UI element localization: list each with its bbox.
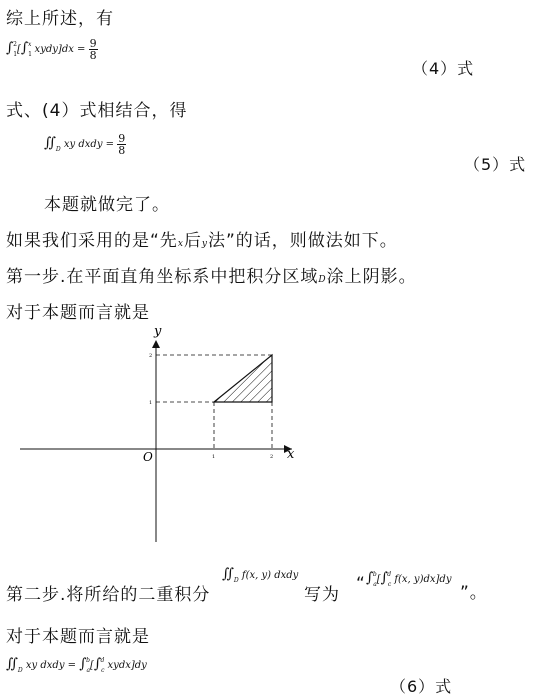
eq5-numerator: 9 — [118, 132, 126, 145]
equation-6: $∬_D$ xy dxdy = $\int_a^b[\int_c^d$ xydx]dy — [6, 656, 147, 674]
y-tick-2: 2 — [149, 353, 153, 359]
method-text-a: 如果我们采用的是“先 — [6, 231, 178, 251]
step2-close-quote: ”。 — [460, 583, 488, 603]
x-axis-label: x — [287, 447, 295, 462]
step2-double-integral: $∬_D$ f(x, y) dxdy — [222, 566, 299, 584]
equation-6-label: （6）式 — [390, 677, 453, 696]
integration-region-graph — [0, 320, 533, 550]
shaded-region-D — [214, 355, 272, 402]
step1-text-a: 第一步.在平面直角坐标系中把积分区域 — [6, 267, 319, 287]
step1-var-D: D — [318, 275, 327, 285]
method-var-y: y — [201, 239, 208, 249]
text-line-summary: 综上所述，有 — [6, 9, 114, 29]
step1-text-b: 涂上阴影。 — [326, 267, 417, 287]
text-line-method — [6, 226, 398, 251]
method-var-x: x — [177, 239, 184, 249]
step2-open-quote: “ — [356, 574, 366, 594]
step2-iterated-integral: $\int_a^b[\int_c^d$ f(x, y)dx]dy — [366, 570, 452, 588]
y-axis-arrow — [152, 340, 160, 348]
equation-4-label: （4）式 — [412, 59, 475, 78]
x-tick-2: 2 — [270, 454, 274, 460]
method-text-c: 法”的话，则做法如下。 — [207, 231, 398, 251]
x-tick-1: 1 — [212, 454, 216, 460]
text-line-done: 本题就做完了。 — [44, 195, 170, 215]
step2-text-a: 第二步.将所给的二重积分 — [6, 585, 211, 605]
y-axis-label: y — [154, 324, 162, 339]
equation-5-label: （5）式 — [464, 155, 527, 174]
eq4-denominator: 8 — [89, 49, 97, 62]
y-tick-1: 1 — [149, 400, 153, 406]
origin-label: O — [143, 450, 153, 464]
eq4-numerator: 9 — [89, 37, 97, 50]
text-line-combine: 式、(4）式相结合，得 — [6, 101, 188, 121]
method-text-b: 后 — [183, 231, 202, 251]
text-line-for-this-problem-2: 对于本题而言就是 — [6, 627, 150, 647]
step2-write-as: 写为 — [304, 585, 340, 605]
equation-4: $\int_1^2[\int_1^x$ xydy]dx = $\frac{9}{8}$ — [6, 37, 97, 62]
equation-5: $∬_D$ xy dxdy = $\frac{9}{8}$ — [44, 132, 126, 157]
text-line-step2 — [6, 580, 210, 605]
text-line-step1 — [6, 262, 417, 287]
eq5-denominator: 8 — [118, 144, 126, 157]
text-line-for-this-problem-1: 对于本题而言就是 — [6, 303, 150, 323]
